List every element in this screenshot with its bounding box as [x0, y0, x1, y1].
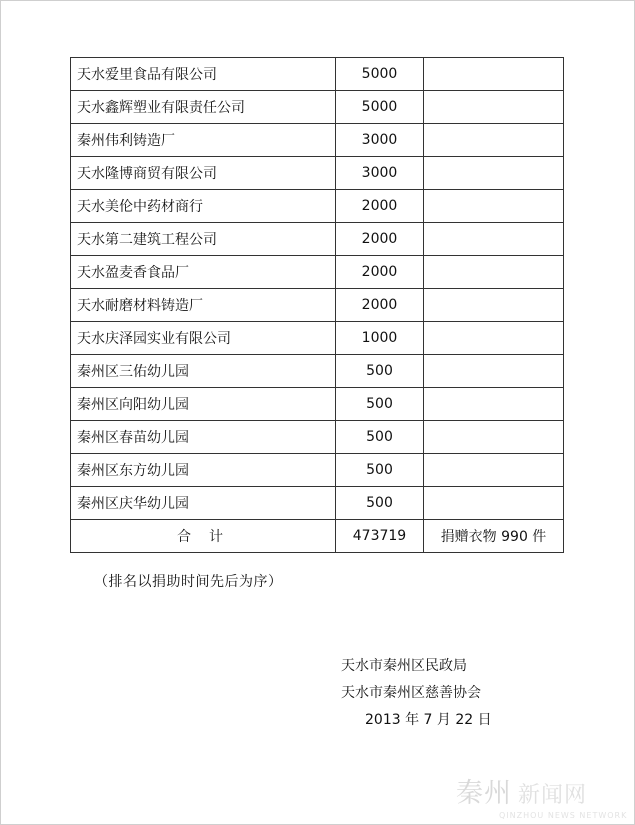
watermark-logo — [456, 771, 587, 810]
donation-note — [424, 190, 564, 223]
donor-name: 天水盈麦香食品厂 — [71, 256, 336, 289]
donation-amount: 500 — [336, 388, 424, 421]
donation-row — [71, 256, 564, 289]
donation-row — [71, 157, 564, 190]
donor-name: 天水爱里食品有限公司 — [71, 58, 336, 91]
donor-name: 天水耐磨材料铸造厂 — [71, 289, 336, 322]
order-note: （排名以捐助时间先后为序） — [94, 574, 283, 590]
donation-amount: 3000 — [336, 124, 424, 157]
donation-row — [71, 58, 564, 91]
donor-name: 天水庆泽园实业有限公司 — [71, 322, 336, 355]
donation-row — [71, 91, 564, 124]
donor-name: 秦州区向阳幼儿园 — [71, 388, 336, 421]
donation-row — [71, 124, 564, 157]
donation-amount: 500 — [336, 355, 424, 388]
donation-amount: 500 — [336, 454, 424, 487]
donation-amount: 500 — [336, 421, 424, 454]
donation-amount: 3000 — [336, 157, 424, 190]
watermark-brand: 秦州 — [456, 778, 512, 809]
donor-name: 天水美伦中药材商行 — [71, 190, 336, 223]
donation-amount: 500 — [336, 487, 424, 520]
donor-name: 天水隆博商贸有限公司 — [71, 157, 336, 190]
donation-table-body — [71, 58, 564, 520]
donor-name: 秦州区东方幼儿园 — [71, 454, 336, 487]
total-note: 捐赠衣物 990 件 — [424, 520, 564, 553]
donation-amount: 2000 — [336, 190, 424, 223]
donation-note — [424, 487, 564, 520]
donation-note — [424, 58, 564, 91]
total-row — [71, 520, 564, 553]
donation-amount: 2000 — [336, 289, 424, 322]
watermark-subtitle: QINZHOU NEWS NETWORK — [499, 811, 628, 820]
donation-note — [424, 124, 564, 157]
donation-row — [71, 421, 564, 454]
donation-row — [71, 223, 564, 256]
donation-row — [71, 355, 564, 388]
donation-amount: 5000 — [336, 58, 424, 91]
donation-table — [70, 57, 564, 553]
donation-row — [71, 289, 564, 322]
donation-note — [424, 322, 564, 355]
donor-name: 天水鑫辉塑业有限责任公司 — [71, 91, 336, 124]
watermark-site: 新闻网 — [518, 783, 588, 808]
donation-note — [424, 355, 564, 388]
donation-row — [71, 190, 564, 223]
donor-name: 秦州伟利铸造厂 — [71, 124, 336, 157]
signature-block — [341, 653, 492, 734]
signature-org-civil-affairs: 天水市秦州区民政局 — [341, 658, 467, 674]
donation-note — [424, 421, 564, 454]
total-amount: 473719 — [336, 520, 424, 553]
signature-date: 2013 年 7 月 22 日 — [365, 712, 492, 728]
donor-name: 秦州区春苗幼儿园 — [71, 421, 336, 454]
donor-name: 天水第二建筑工程公司 — [71, 223, 336, 256]
donation-row — [71, 454, 564, 487]
donation-note — [424, 91, 564, 124]
donation-note — [424, 223, 564, 256]
donation-amount: 2000 — [336, 223, 424, 256]
donor-name: 秦州区三佑幼儿园 — [71, 355, 336, 388]
donation-note — [424, 388, 564, 421]
donation-note — [424, 256, 564, 289]
signature-org-charity: 天水市秦州区慈善协会 — [341, 685, 481, 701]
donation-row — [71, 487, 564, 520]
donation-row — [71, 388, 564, 421]
donor-name: 秦州区庆华幼儿园 — [71, 487, 336, 520]
total-label: 合计 — [71, 520, 336, 553]
donation-amount: 2000 — [336, 256, 424, 289]
donation-amount: 1000 — [336, 322, 424, 355]
donation-note — [424, 289, 564, 322]
donation-note — [424, 157, 564, 190]
donation-amount: 5000 — [336, 91, 424, 124]
donation-row — [71, 322, 564, 355]
donation-note — [424, 454, 564, 487]
